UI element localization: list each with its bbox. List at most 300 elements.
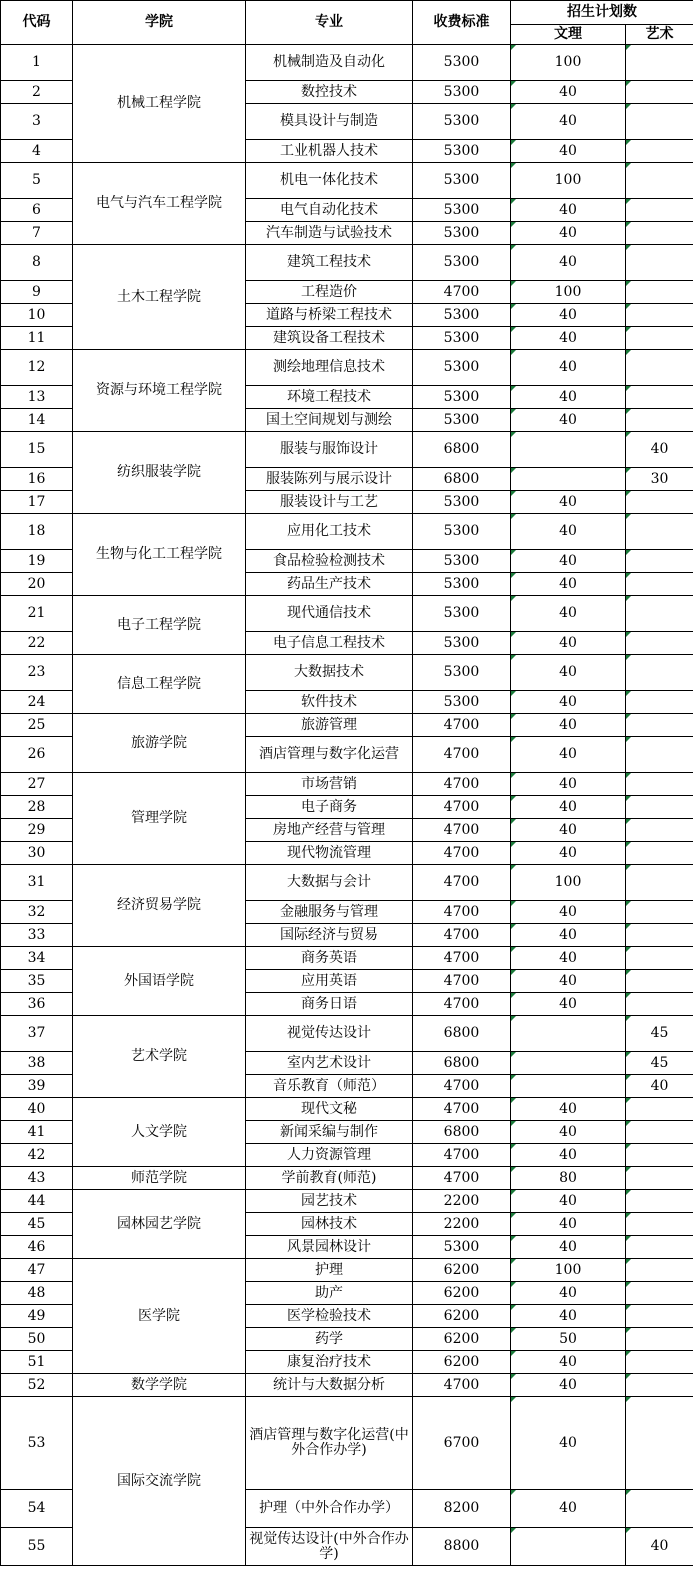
row-fee: 4700 [413,1098,511,1121]
row-major: 电子信息工程技术 [246,632,413,655]
row-code: 25 [1,714,73,737]
row-code: 30 [1,842,73,865]
row-major: 服装陈列与展示设计 [246,468,413,491]
table-row [1,1167,693,1190]
row-plan-art [626,901,693,924]
row-code: 48 [1,1282,73,1305]
row-major: 大数据技术 [246,655,413,691]
row-plan-wl: 40 [511,386,626,409]
row-plan-wl: 40 [511,1213,626,1236]
row-plan-wl: 40 [511,1374,626,1397]
table-row [1,163,693,199]
table-row [1,1016,693,1052]
row-major: 室内艺术设计 [246,1052,413,1075]
row-plan-art [626,1190,693,1213]
row-plan-art [626,842,693,865]
row-fee: 5300 [413,350,511,386]
row-plan-wl: 40 [511,573,626,596]
row-fee: 5300 [413,163,511,199]
row-plan-wl: 40 [511,1490,626,1528]
row-plan-wl [511,1075,626,1098]
row-major: 药学 [246,1328,413,1351]
row-major: 现代文秘 [246,1098,413,1121]
row-major: 大数据与会计 [246,865,413,901]
row-major: 模具设计与制造 [246,104,413,140]
header-plan: 招生计划数 [511,1,693,25]
row-major: 道路与桥梁工程技术 [246,304,413,327]
row-code: 1 [1,45,73,81]
row-code: 14 [1,409,73,432]
row-plan-art [626,45,693,81]
row-code: 23 [1,655,73,691]
row-major: 应用化工技术 [246,514,413,550]
row-plan-wl: 40 [511,1397,626,1490]
college-name: 医学院 [73,1259,246,1374]
row-plan-art [626,573,693,596]
row-plan-wl: 40 [511,81,626,104]
row-fee: 4700 [413,865,511,901]
row-plan-art [626,1328,693,1351]
table-row [1,432,693,468]
row-plan-art [626,199,693,222]
table-row [1,714,693,737]
row-major: 旅游管理 [246,714,413,737]
row-plan-art: 45 [626,1016,693,1052]
row-plan-wl: 40 [511,1098,626,1121]
row-fee: 6800 [413,1052,511,1075]
row-plan-art [626,1098,693,1121]
row-major: 市场营销 [246,773,413,796]
college-name: 外国语学院 [73,947,246,1016]
row-plan-art [626,1259,693,1282]
row-code: 28 [1,796,73,819]
row-plan-wl: 40 [511,773,626,796]
row-code: 54 [1,1490,73,1528]
row-plan-art [626,714,693,737]
row-plan-art [626,773,693,796]
row-major: 电子商务 [246,796,413,819]
row-fee: 5300 [413,45,511,81]
table-row [1,514,693,550]
row-plan-art: 45 [626,1052,693,1075]
row-major: 建筑设备工程技术 [246,327,413,350]
college-name: 纺织服装学院 [73,432,246,514]
row-plan-wl: 40 [511,1351,626,1374]
college-name: 电气与汽车工程学院 [73,163,246,245]
row-code: 29 [1,819,73,842]
row-code: 32 [1,901,73,924]
college-name: 土木工程学院 [73,245,246,350]
row-plan-wl: 40 [511,796,626,819]
row-major: 建筑工程技术 [246,245,413,281]
row-major: 服装与服饰设计 [246,432,413,468]
row-fee: 5300 [413,409,511,432]
row-plan-wl: 40 [511,901,626,924]
table-row [1,865,693,901]
row-major: 电气自动化技术 [246,199,413,222]
table-row [1,1098,693,1121]
row-fee: 8200 [413,1490,511,1528]
table-row [1,1397,693,1490]
row-plan-wl: 40 [511,1282,626,1305]
row-plan-wl: 100 [511,45,626,81]
row-fee: 8800 [413,1528,511,1566]
row-fee: 4700 [413,924,511,947]
row-fee: 6700 [413,1397,511,1490]
row-major: 音乐教育（师范） [246,1075,413,1098]
row-code: 38 [1,1052,73,1075]
row-code: 5 [1,163,73,199]
table-row [1,45,693,81]
row-code: 52 [1,1374,73,1397]
row-plan-art [626,1121,693,1144]
row-major: 现代通信技术 [246,596,413,632]
row-plan-wl: 100 [511,865,626,901]
row-code: 36 [1,993,73,1016]
header-fee: 收费标准 [413,1,511,45]
row-fee: 2200 [413,1213,511,1236]
row-fee: 5300 [413,632,511,655]
row-fee: 6200 [413,1305,511,1328]
row-major: 康复治疗技术 [246,1351,413,1374]
row-fee: 5300 [413,81,511,104]
row-fee: 5300 [413,304,511,327]
row-code: 50 [1,1328,73,1351]
row-fee: 4700 [413,901,511,924]
row-plan-art: 40 [626,1075,693,1098]
row-fee: 5300 [413,104,511,140]
row-code: 24 [1,691,73,714]
row-plan-wl [511,468,626,491]
row-plan-art [626,104,693,140]
row-plan-art [626,796,693,819]
row-plan-art [626,737,693,773]
row-plan-art [626,491,693,514]
row-plan-wl [511,432,626,468]
row-plan-art [626,550,693,573]
row-plan-art [626,1213,693,1236]
row-major: 统计与大数据分析 [246,1374,413,1397]
row-major: 园林技术 [246,1213,413,1236]
row-fee: 5300 [413,596,511,632]
row-major: 人力资源管理 [246,1144,413,1167]
row-major: 药品生产技术 [246,573,413,596]
row-code: 33 [1,924,73,947]
row-code: 39 [1,1075,73,1098]
row-fee: 6800 [413,468,511,491]
row-code: 18 [1,514,73,550]
row-major: 金融服务与管理 [246,901,413,924]
row-plan-art [626,140,693,163]
row-major: 服装设计与工艺 [246,491,413,514]
header-college: 学院 [73,1,246,45]
row-plan-wl: 40 [511,1305,626,1328]
row-plan-wl: 100 [511,163,626,199]
row-plan-wl: 40 [511,970,626,993]
row-plan-wl: 40 [511,327,626,350]
row-code: 15 [1,432,73,468]
row-code: 2 [1,81,73,104]
row-plan-art [626,993,693,1016]
row-code: 26 [1,737,73,773]
row-code: 47 [1,1259,73,1282]
row-code: 7 [1,222,73,245]
college-name: 资源与环境工程学院 [73,350,246,432]
table-row [1,245,693,281]
row-plan-wl: 100 [511,1259,626,1282]
row-plan-wl: 40 [511,691,626,714]
row-plan-art [626,386,693,409]
row-plan-art [626,304,693,327]
college-name: 管理学院 [73,773,246,865]
row-plan-art [626,1351,693,1374]
row-plan-wl [511,1052,626,1075]
row-major: 护理 [246,1259,413,1282]
college-name: 电子工程学院 [73,596,246,655]
row-code: 49 [1,1305,73,1328]
row-fee: 5300 [413,691,511,714]
row-major: 软件技术 [246,691,413,714]
row-code: 46 [1,1236,73,1259]
row-plan-wl: 40 [511,550,626,573]
row-major: 机电一体化技术 [246,163,413,199]
row-fee: 4700 [413,993,511,1016]
row-fee: 4700 [413,737,511,773]
row-fee: 5300 [413,491,511,514]
row-plan-art [626,1167,693,1190]
row-fee: 6200 [413,1282,511,1305]
row-plan-wl: 40 [511,491,626,514]
row-plan-art [626,632,693,655]
row-fee: 6200 [413,1351,511,1374]
row-major: 视觉传达设计 [246,1016,413,1052]
row-plan-art [626,327,693,350]
college-name: 生物与化工工程学院 [73,514,246,596]
row-code: 31 [1,865,73,901]
row-plan-wl: 40 [511,993,626,1016]
row-major: 食品检验检测技术 [246,550,413,573]
row-code: 4 [1,140,73,163]
college-name: 机械工程学院 [73,45,246,163]
row-major: 数控技术 [246,81,413,104]
row-fee: 5300 [413,222,511,245]
row-plan-wl [511,1528,626,1566]
row-plan-art: 40 [626,432,693,468]
row-code: 16 [1,468,73,491]
row-fee: 5300 [413,514,511,550]
row-fee: 5300 [413,655,511,691]
row-fee: 4700 [413,970,511,993]
row-plan-art [626,1397,693,1490]
row-plan-art [626,409,693,432]
row-plan-wl: 40 [511,632,626,655]
row-fee: 6200 [413,1259,511,1282]
row-fee: 6800 [413,432,511,468]
row-code: 9 [1,281,73,304]
row-plan-art [626,350,693,386]
header-plan-art: 艺术 [626,25,693,45]
row-plan-wl: 40 [511,140,626,163]
college-name: 师范学院 [73,1167,246,1190]
table-row [1,1259,693,1282]
college-name: 数学学院 [73,1374,246,1397]
row-plan-wl: 40 [511,714,626,737]
row-major: 汽车制造与试验技术 [246,222,413,245]
row-fee: 5300 [413,573,511,596]
row-major: 视觉传达设计(中外合作办学) [246,1528,413,1566]
row-plan-art [626,947,693,970]
table-row [1,350,693,386]
table-header [1,1,693,45]
college-name: 国际交流学院 [73,1397,246,1566]
table-row [1,947,693,970]
row-fee: 4700 [413,773,511,796]
row-plan-art [626,865,693,901]
table-row [1,596,693,632]
row-fee: 5300 [413,1236,511,1259]
row-code: 45 [1,1213,73,1236]
row-code: 22 [1,632,73,655]
row-major: 园艺技术 [246,1190,413,1213]
row-code: 8 [1,245,73,281]
row-major: 商务日语 [246,993,413,1016]
college-name: 人文学院 [73,1098,246,1167]
row-fee: 6200 [413,1328,511,1351]
row-code: 3 [1,104,73,140]
table-row [1,655,693,691]
row-plan-wl: 40 [511,350,626,386]
table-row [1,773,693,796]
row-plan-art: 40 [626,1528,693,1566]
row-code: 44 [1,1190,73,1213]
row-plan-wl: 40 [511,842,626,865]
row-plan-art [626,1282,693,1305]
row-code: 27 [1,773,73,796]
header-code: 代码 [1,1,73,45]
row-fee: 6800 [413,1016,511,1052]
row-plan-wl: 40 [511,409,626,432]
row-major: 现代物流管理 [246,842,413,865]
row-major: 医学检验技术 [246,1305,413,1328]
row-fee: 4700 [413,842,511,865]
row-major: 新闻采编与制作 [246,1121,413,1144]
row-plan-art [626,514,693,550]
row-fee: 4700 [413,1144,511,1167]
row-plan-art [626,1144,693,1167]
row-major: 机械制造及自动化 [246,45,413,81]
row-plan-wl: 40 [511,655,626,691]
row-plan-wl: 80 [511,1167,626,1190]
header-plan-wl: 文理 [511,25,626,45]
row-code: 55 [1,1528,73,1566]
row-major: 国际经济与贸易 [246,924,413,947]
row-code: 35 [1,970,73,993]
row-fee: 5300 [413,199,511,222]
row-fee: 5300 [413,245,511,281]
header-major: 专业 [246,1,413,45]
row-code: 40 [1,1098,73,1121]
row-code: 53 [1,1397,73,1490]
row-plan-wl: 50 [511,1328,626,1351]
table-body [1,45,693,1566]
row-major: 酒店管理与数字化运营 [246,737,413,773]
row-major: 助产 [246,1282,413,1305]
row-plan-art [626,1305,693,1328]
row-plan-art [626,163,693,199]
row-major: 测绘地理信息技术 [246,350,413,386]
row-code: 51 [1,1351,73,1374]
row-code: 42 [1,1144,73,1167]
row-plan-wl: 40 [511,924,626,947]
row-plan-wl: 40 [511,199,626,222]
row-fee: 2200 [413,1190,511,1213]
row-code: 13 [1,386,73,409]
row-fee: 5300 [413,550,511,573]
row-fee: 5300 [413,327,511,350]
row-plan-wl: 40 [511,1190,626,1213]
row-plan-art [626,1236,693,1259]
row-plan-art [626,1490,693,1528]
row-code: 21 [1,596,73,632]
row-code: 43 [1,1167,73,1190]
row-fee: 4700 [413,947,511,970]
row-plan-wl: 40 [511,819,626,842]
row-major: 应用英语 [246,970,413,993]
row-plan-wl: 40 [511,222,626,245]
row-plan-art [626,924,693,947]
row-code: 37 [1,1016,73,1052]
row-plan-art [626,970,693,993]
row-code: 12 [1,350,73,386]
row-fee: 4700 [413,1167,511,1190]
row-fee: 5300 [413,386,511,409]
row-major: 工业机器人技术 [246,140,413,163]
row-code: 10 [1,304,73,327]
row-plan-art [626,281,693,304]
row-plan-art [626,81,693,104]
row-plan-wl: 40 [511,1236,626,1259]
college-name: 园林园艺学院 [73,1190,246,1259]
table-row [1,1190,693,1213]
row-plan-wl: 40 [511,1144,626,1167]
row-code: 34 [1,947,73,970]
row-fee: 6800 [413,1121,511,1144]
row-fee: 4700 [413,819,511,842]
row-plan-wl [511,1016,626,1052]
row-plan-wl: 40 [511,245,626,281]
row-plan-art [626,596,693,632]
row-plan-art [626,819,693,842]
row-major: 学前教育(师范) [246,1167,413,1190]
row-code: 20 [1,573,73,596]
row-plan-wl: 40 [511,947,626,970]
row-plan-art [626,222,693,245]
row-major: 工程造价 [246,281,413,304]
row-plan-wl: 40 [511,514,626,550]
row-fee: 4700 [413,1075,511,1098]
row-code: 11 [1,327,73,350]
row-major: 酒店管理与数字化运营(中外合作办学) [246,1397,413,1490]
row-fee: 4700 [413,796,511,819]
row-fee: 4700 [413,1374,511,1397]
row-major: 护理（中外合作办学） [246,1490,413,1528]
college-name: 旅游学院 [73,714,246,773]
row-major: 商务英语 [246,947,413,970]
row-fee: 5300 [413,140,511,163]
row-plan-art [626,1374,693,1397]
row-plan-wl: 40 [511,737,626,773]
row-plan-art [626,655,693,691]
